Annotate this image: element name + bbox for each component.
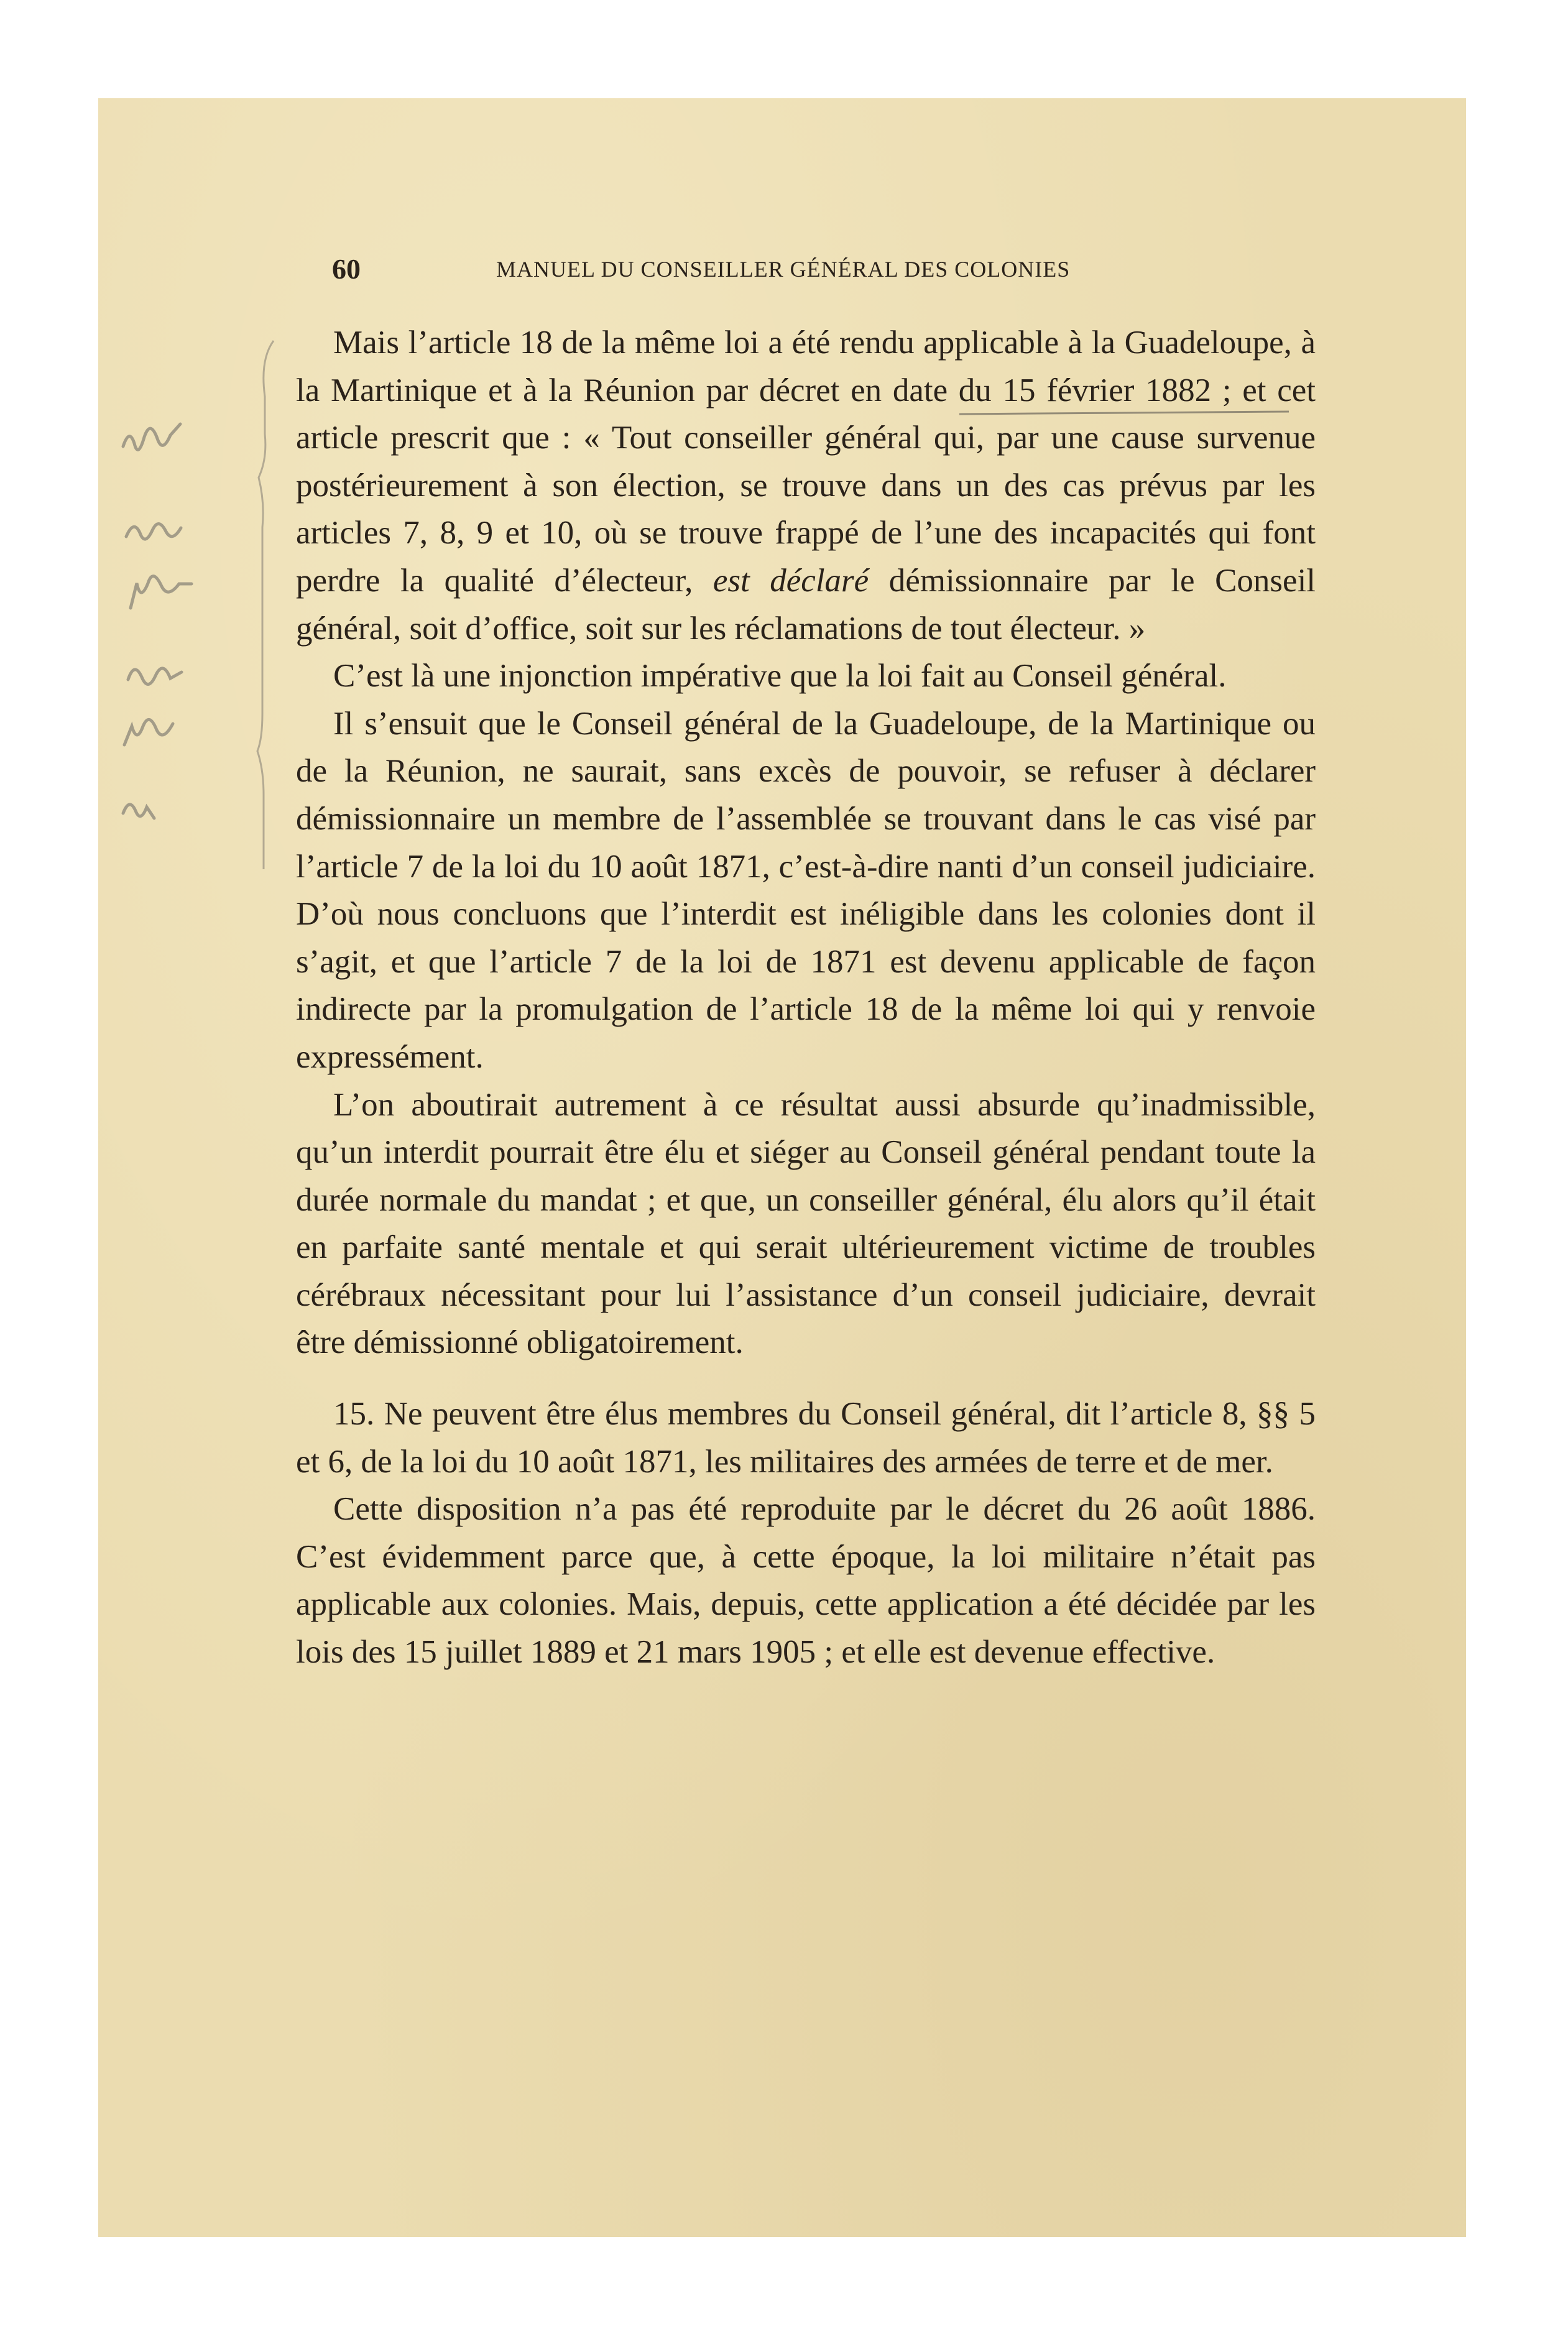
book-page (98, 98, 1466, 2237)
paragraph-article-18-text-b: démissionnaire par le Conseil général, soit d’office, soit sur les réclamations de tout électeur. » (296, 562, 1316, 647)
paragraph-article-18-emphasis: est déclaré (713, 562, 869, 599)
paragraph-decret-1886: Cette disposition n’a pas été reproduite par le décret du 26 août 1886. C’est évidemment parce que, à cette époque, la loi militaire n’était pas applicable aux colonies. Mais, depuis, cette application a été décidée par les lois des 15 juillet 1889 et 21 mars 1905 ; et elle est devenue effective. (296, 1491, 1316, 1671)
paragraph-absurdite: L’on aboutirait autrement à ce résultat aussi absurde qu’inadmissible, qu’un interdit pourrait être élu et siéger au Conseil général pendant toute la durée normale du mandat ; et que, un conseiller général, élu alors qu’il était en parfaite santé mentale et qui serait ultérieurement victime de troubles cérébraux nécessitant pour lui l’assistance d’un conseil judiciaire, devrait être démissionné obligatoirement. (296, 1086, 1316, 1361)
paragraph-injonction: C’est là une injonction impérative que la loi fait au Conseil général. (333, 658, 1227, 695)
pencil-bracket-mark (252, 335, 277, 894)
body-text (296, 319, 1316, 1676)
paragraph-article-18 (296, 319, 1316, 652)
paragraph-article-18-text-a: Mais l’article 18 de la même loi a été rendu applicable à la Guadeloupe, à la Martinique et à la Réunion par décret en date du 15 février 1882 ; et cet article prescrit que : « Tout conseiller général qui, par une cause survenue postérieurement à son élection, se trouve dans un des cas prévus par les articles 7, 8, 9 et 10, où se trouve frappé de l’une des incapacités qui font perdre la qualité d’électeur, (296, 325, 1316, 599)
page-number: 60 (332, 253, 361, 285)
paragraph-consequence: Il s’ensuit que le Conseil général de la Guadeloupe, de la Martinique ou de la Réunion, ne saurait, sans excès de pouvoir, se refuser à déclarer démissionnaire un membre de l’assemblée se trouvant dans le cas visé par l’article 7 de la loi du 10 août 1871, c’est-à-dire nanti d’un conseil judiciaire. D’où nous concluons que l’interdit est inéligible dans les colonies dont il s’agit, et que l’article 7 de la loi de 1871 est devenu applicable de façon indirecte par la promulgation de l’article 18 de la même loi qui y renvoie expressément. (296, 705, 1316, 1075)
running-head: MANUEL DU CONSEILLER GÉNÉRAL DES COLONIES (496, 257, 1071, 282)
paragraph-section-15: 15. Ne peuvent être élus membres du Conseil général, dit l’article 8, §§ 5 et 6, de la loi du 10 août 1871, les militaires des armées de terre et de mer. (296, 1396, 1316, 1480)
page-header (332, 252, 1289, 290)
